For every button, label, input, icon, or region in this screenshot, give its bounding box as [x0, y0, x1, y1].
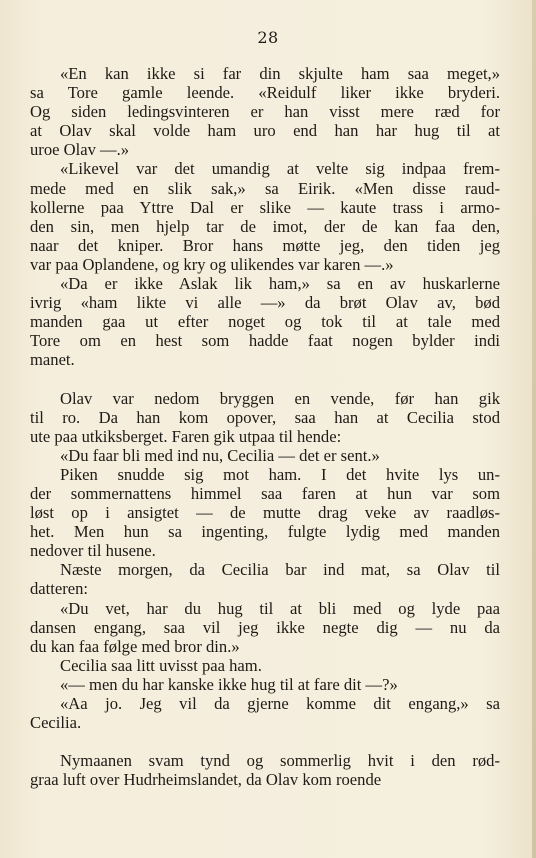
text-line: den sin, men hjelp tar de imot, der de kan faa den, [30, 216, 500, 236]
page-edge [532, 0, 536, 858]
text-line: Cecilia saa litt uvisst paa ham. [60, 655, 262, 675]
text-line: datteren: [30, 579, 89, 599]
text-line: at Olav skal volde ham uro end han har hug til at [30, 121, 500, 141]
text-line: «En kan ikke si far din skjulte ham saa meget,» [60, 64, 500, 83]
paragraph [30, 675, 500, 694]
text-line: manden gaa ut efter noget og tok til at tale med [30, 312, 500, 332]
page-number: 28 [257, 28, 279, 47]
text-line: ute paa utkiksberget. Faren gik utpaa til hende: [30, 426, 342, 446]
text-line: Nymaanen svam tynd og sommerlig hvit i den rød- [60, 751, 500, 771]
text-line: «— men du har kanske ikke hug til at fare dit —?» [60, 674, 398, 694]
paragraph [30, 465, 500, 560]
text-line: graa luft over Hudrheimslandet, da Olav kom roende [30, 770, 382, 790]
text-line: «Da er ikke Aslak lik ham,» sa en av huskarlerne [60, 274, 500, 294]
paragraph [30, 656, 500, 675]
body-text [30, 64, 500, 789]
text-line: du kan faa følge med bror din.» [30, 636, 240, 656]
paragraph [30, 560, 500, 598]
paragraph [30, 751, 500, 789]
paragraph [30, 159, 500, 274]
text-line: kollerne paa Yttre Dal er slike — kaute trass i armo- [30, 197, 500, 217]
text-line: Og siden ledingsvinteren er han visst mere ræd for [30, 102, 500, 122]
text-line: ivrig «ham likte vi alle —» da brøt Olav av, bød [30, 293, 500, 313]
paragraph [30, 446, 500, 465]
text-line: Olav var nedom bryggen en vende, før han gik [60, 388, 500, 408]
text-line: manet. [30, 350, 75, 370]
text-line: mede med en slik sak,» sa Eirik. «Men disse raud- [30, 178, 500, 198]
text-line: løst op i ansigtet — de mutte drag veke av raadløs- [30, 503, 500, 523]
text-line: til ro. Da han kom opover, saa han at Cecilia stod [30, 407, 500, 427]
paragraph [30, 274, 500, 369]
text-line: Cecilia. [30, 713, 82, 733]
paragraph-gap [30, 370, 500, 389]
paragraph [30, 389, 500, 446]
text-line: «Likevel var det umandig at velte sig indpaa frem- [60, 159, 500, 179]
text-line: Piken snudde sig mot ham. I det hvite lys un- [60, 464, 500, 484]
text-line: dansen engang, saa vil jeg ikke negte dig — nu da [30, 617, 500, 637]
text-line: «Du vet, har du hug til at bli med og lyde paa [60, 598, 500, 618]
text-line: sa Tore gamle leende. «Reidulf liker ikke bryderi. [30, 83, 500, 103]
text-line: var paa Oplandene, og kry og ulikendes var karen —.» [30, 254, 394, 274]
paragraph [30, 694, 500, 732]
paragraph [30, 64, 500, 159]
text-line: naar det kniper. Bror hans møtte jeg, den tiden jeg [30, 235, 500, 255]
text-line: uroe Olav —.» [30, 140, 130, 160]
paragraph [30, 599, 500, 656]
text-line: der sommernattens himmel saa faren at hun var som [30, 483, 500, 503]
text-line: Tore om en hest som hadde faat nogen bylder indi [30, 331, 500, 351]
text-line: «Aa jo. Jeg vil da gjerne komme dit engang,» sa [60, 694, 500, 713]
paragraph-gap [30, 732, 500, 751]
text-line: Næste morgen, da Cecilia bar ind mat, sa Olav til [60, 560, 500, 580]
text-line: het. Men hun sa ingenting, fulgte lydig med manden [30, 522, 500, 542]
text-line: «Du faar bli med ind nu, Cecilia — det er sent.» [60, 445, 380, 465]
text-line: nedover til husene. [30, 541, 156, 561]
